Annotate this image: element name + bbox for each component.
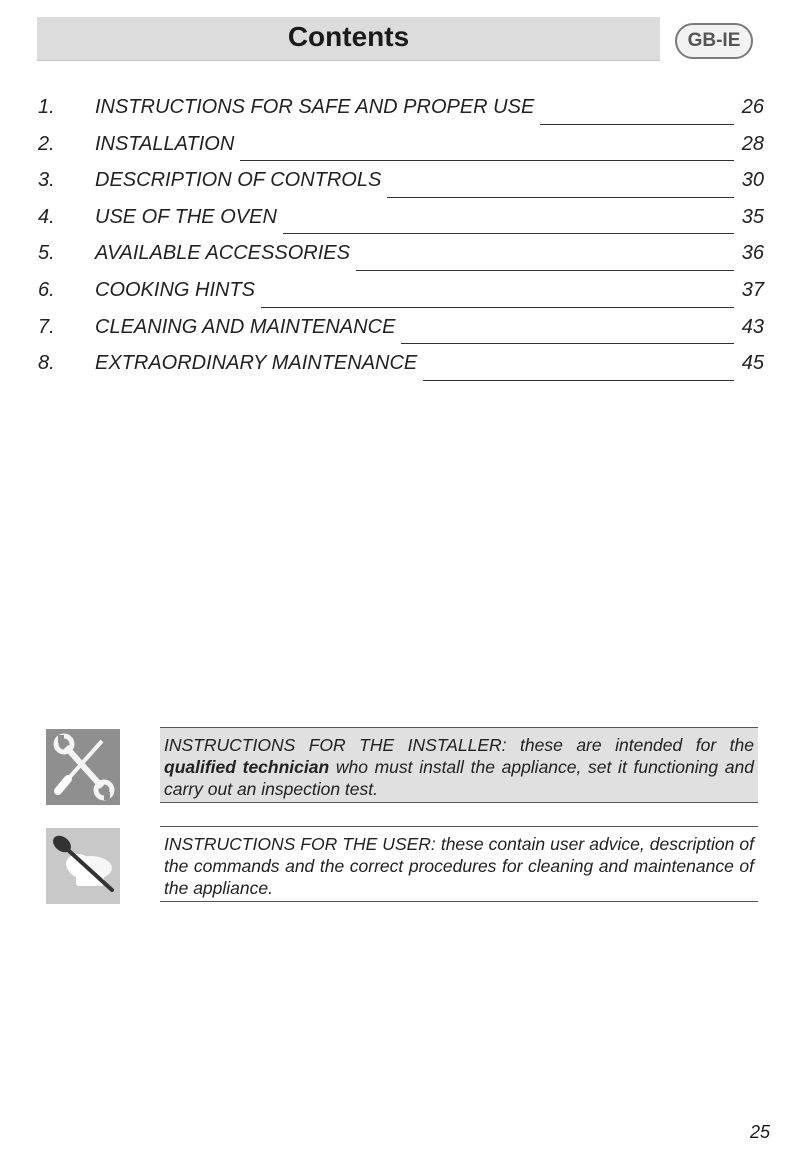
toc-item-page: 35 [741, 205, 764, 228]
toc-leader-line [423, 380, 734, 381]
toc-item-page: 43 [741, 315, 764, 338]
toc-item-number: 1. [38, 96, 55, 118]
toc-item-page: 26 [741, 96, 764, 118]
toc-item[interactable] [38, 169, 764, 206]
toc-item-number: 6. [38, 278, 55, 301]
toc-item-title: CLEANING AND MAINTENANCE [95, 315, 396, 338]
page-title: Contents [287, 21, 410, 52]
toc-leader-line [261, 307, 734, 308]
toc-item[interactable] [38, 133, 764, 170]
toc-item[interactable] [38, 352, 764, 389]
toc-leader-line [540, 124, 734, 125]
toc-item-number: 5. [38, 242, 55, 265]
toc-item-page: 28 [741, 132, 764, 155]
toc-item[interactable] [38, 206, 764, 243]
installer-note-emphasis: qualified technician [164, 757, 330, 777]
spoon-chef-hat-icon [46, 828, 120, 904]
toc-item-number: 4. [38, 205, 55, 228]
installer-note-text-start: INSTRUCTIONS FOR THE INSTALLER: these are intended for the [164, 735, 754, 755]
installer-note-text [160, 727, 758, 803]
toc-item[interactable] [38, 96, 764, 133]
toc-item-title: USE OF THE OVEN [95, 205, 277, 228]
header-bar [37, 17, 660, 61]
toc-item-page: 37 [741, 278, 764, 301]
toc-item-number: 3. [38, 169, 55, 192]
toc-item-number: 2. [38, 132, 55, 155]
toc-item-title: EXTRAORDINARY MAINTENANCE [95, 352, 418, 375]
toc-item-page: 36 [741, 242, 764, 265]
wrench-screwdriver-icon [46, 729, 120, 805]
toc-item-title: INSTALLATION [95, 132, 235, 155]
page-number: 25 [749, 1122, 770, 1142]
toc-item[interactable] [38, 242, 764, 279]
language-badge: GB-IE [675, 23, 753, 59]
toc-item-title: COOKING HINTS [95, 278, 256, 301]
toc-item[interactable] [38, 279, 764, 316]
toc-item-title: INSTRUCTIONS FOR SAFE AND PROPER USE [95, 96, 535, 118]
toc-item-number: 8. [38, 352, 55, 375]
toc-item-page: 30 [741, 169, 764, 192]
toc-leader-line [401, 343, 734, 344]
toc-item-page: 45 [741, 352, 764, 375]
installer-note-text-end: who must install the appliance, set it functioning and carry out an inspection test. [164, 757, 754, 799]
table-of-contents [38, 96, 764, 389]
toc-leader-line [356, 270, 734, 271]
toc-item-title: AVAILABLE ACCESSORIES [95, 242, 350, 265]
toc-leader-line [387, 197, 734, 198]
toc-leader-line [240, 160, 734, 161]
toc-item[interactable] [38, 316, 764, 353]
toc-leader-line [283, 233, 734, 234]
toc-item-title: DESCRIPTION OF CONTROLS [95, 169, 382, 192]
user-note-text: INSTRUCTIONS FOR THE USER: these contain user advice, description of the commands and the correct procedures for cleaning and maintenance of the appliance. [160, 826, 758, 902]
toc-item-number: 7. [38, 315, 55, 338]
